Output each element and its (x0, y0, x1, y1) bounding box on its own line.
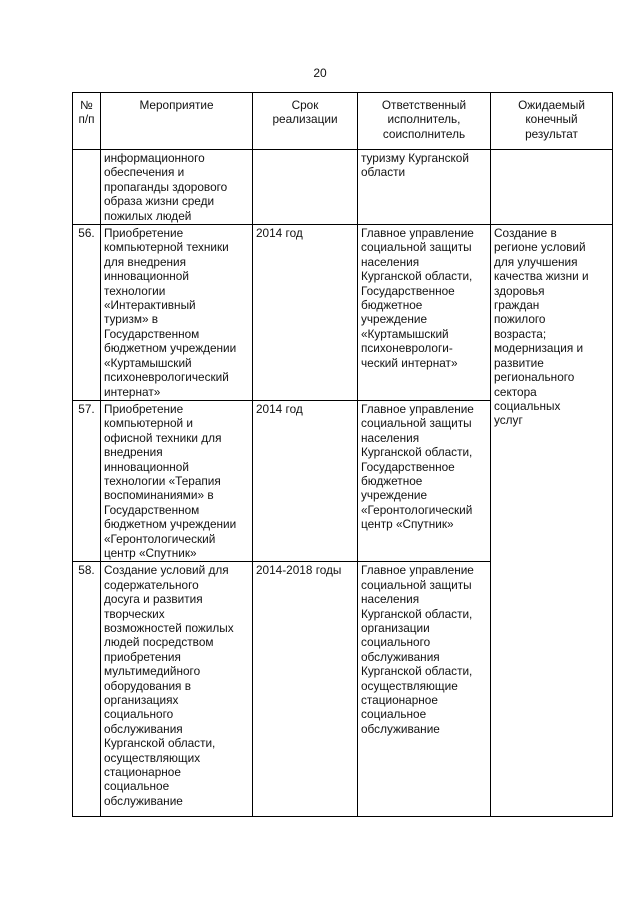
row-period: 2014 год (253, 225, 358, 401)
table-row (73, 225, 613, 401)
row-num (73, 150, 101, 225)
row-num: 56. (73, 225, 101, 401)
row-executor: Главное управление социальной защиты населения Курганской области, Государственное бюджетное учреждение «Геронтологический центр «Спутник» (358, 400, 491, 561)
row-period: 2014 год (253, 400, 358, 561)
row-event: Приобретение компьютерной и офисной техники для внедрения инновационной технологии «Терапия воспоминаниями» в Государственном бюджетном учреждении «Геронтологический центр «Спутник» (101, 400, 253, 561)
header-num: № п/п (73, 93, 101, 150)
page-number: 20 (313, 66, 327, 80)
header-period: Срок реализации (253, 93, 358, 150)
header-event: Мероприятие (101, 93, 253, 150)
row-period: 2014-2018 годы (253, 562, 358, 817)
row-executor: Главное управление социальной защиты населения Курганской области, Государственное бюджетное учреждение «Куртамышский психоневрологи- ческий интернат» (358, 225, 491, 401)
table-header-row (73, 93, 613, 150)
row-period (253, 150, 358, 225)
row-event: Создание условий для содержательного досуга и развития творческих возможностей пожилых людей посредством приобретения мультимедийного оборудования в организациях социального обслуживания Курганской области, осуществляющих стационарное социальное обслуживание (101, 562, 253, 817)
row-result-empty (491, 150, 613, 225)
row-executor: Главное управление социальной защиты населения Курганской области, организации социального обслуживания Курганской области, осуществляющие стационарное социальное обслуживание (358, 562, 491, 817)
header-executor: Ответственный исполнитель, соисполнитель (358, 93, 491, 150)
row-executor: туризму Курганской области (358, 150, 491, 225)
measures-table (72, 92, 613, 817)
table-row (73, 150, 613, 225)
row-event: Приобретение компьютерной техники для внедрения инновационной технологии «Интерактивный туризм» в Государственном бюджетном учреждении «Куртамышский психоневрологический интернат» (101, 225, 253, 401)
row-num: 58. (73, 562, 101, 817)
row-result-shared: Создание в регионе условий для улучшения качества жизни и здоровья граждан пожилого возраста; модернизация и развитие регионального сектора социальных услуг (491, 225, 613, 817)
header-result: Ожидаемый конечный результат (491, 93, 613, 150)
row-num: 57. (73, 400, 101, 561)
row-event: информационного обеспечения и пропаганды здорового образа жизни среди пожилых людей (101, 150, 253, 225)
